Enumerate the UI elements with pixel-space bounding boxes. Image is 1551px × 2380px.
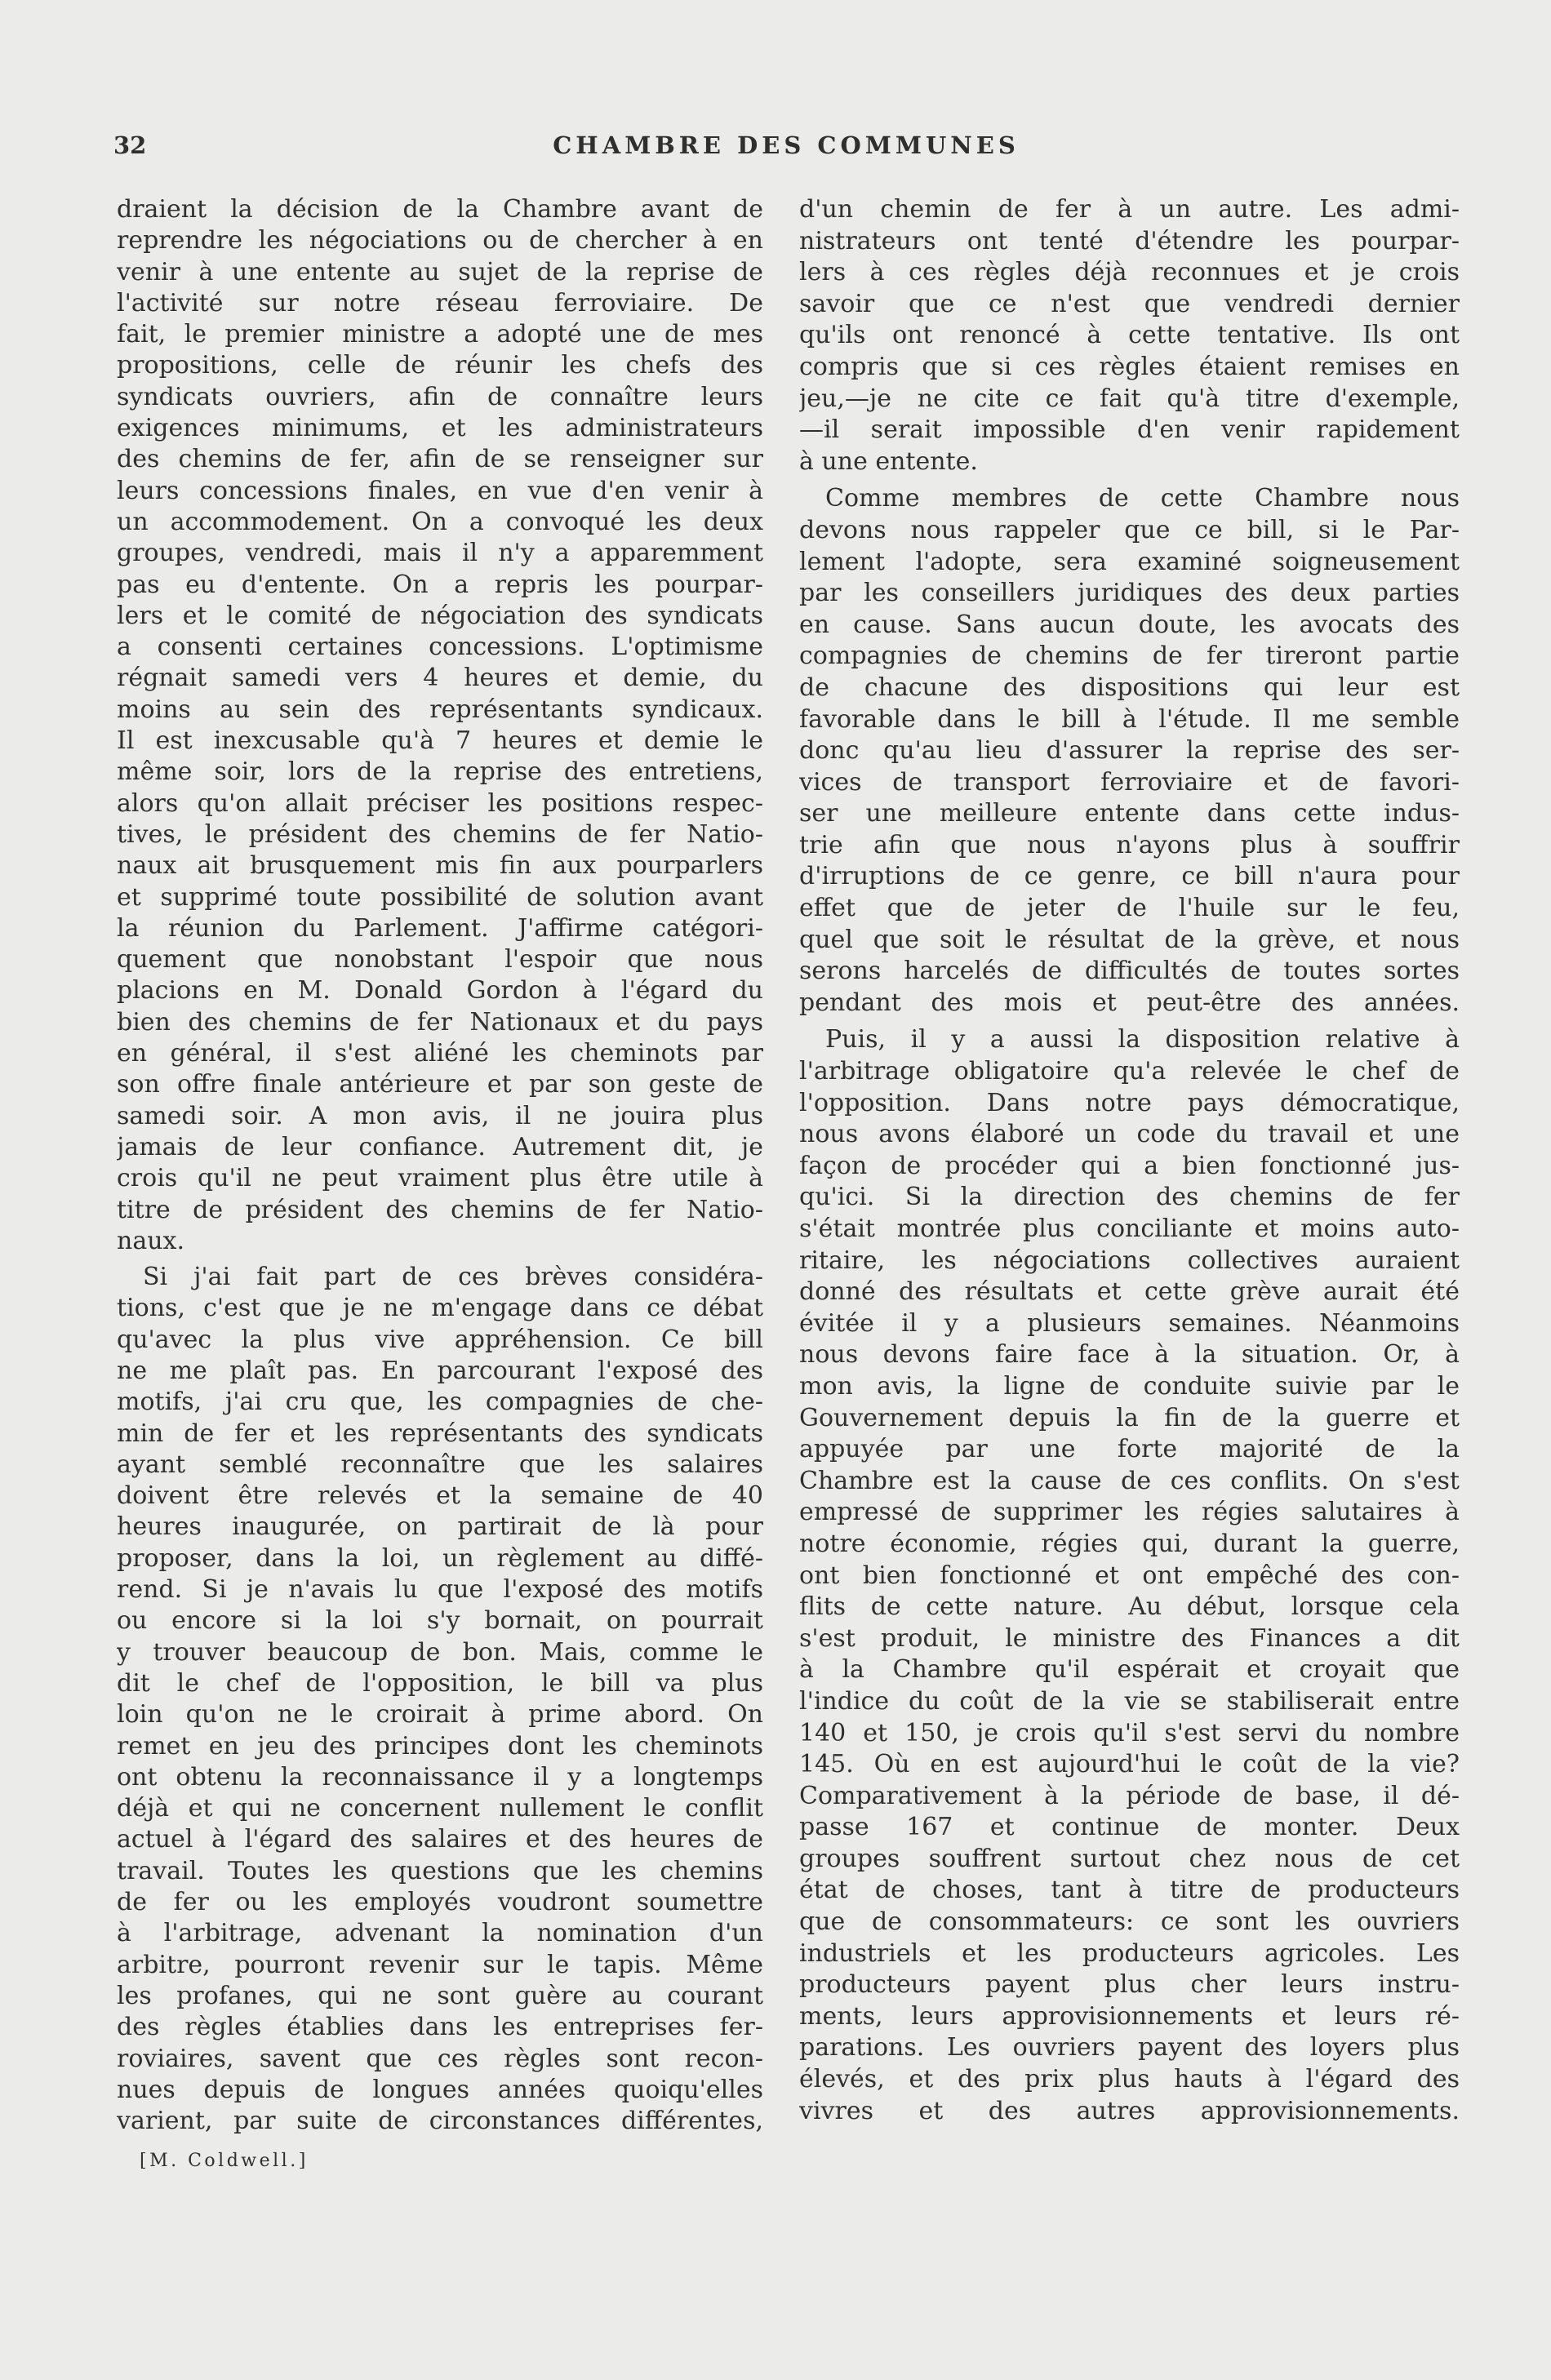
running-title: CHAMBRE DES COMMUNES — [553, 131, 1020, 159]
text-line: passe 167 et continue de monter. Deux — [799, 1813, 1460, 1842]
speaker-attribution: [M. Coldwell.] — [140, 2151, 309, 2171]
text-line: ritaire, les négociations collectives auraient — [799, 1246, 1460, 1275]
text-line: naux ait brusquement mis fin aux pourparlers — [117, 851, 763, 881]
text-line: heures inaugurée, on partirait de là pour — [117, 1512, 763, 1542]
text-line: mon avis, la ligne de conduite suivie par le — [799, 1371, 1460, 1401]
text-line: et supprimé toute possibilité de solution avant — [117, 882, 763, 912]
text-line: ou encore si la loi s'y bornait, on pourrait — [117, 1606, 763, 1636]
text-line: tives, le président des chemins de fer Natio- — [117, 819, 763, 849]
text-line: dit le chef de l'opposition, le bill va plus — [117, 1668, 763, 1698]
text-line: actuel à l'égard des salaires et des heures de — [117, 1825, 763, 1854]
text-line: rend. Si je n'avais lu que l'exposé des motifs — [117, 1575, 763, 1605]
text-line: serons harcelés de difficultés de toutes sortes — [799, 957, 1460, 986]
text-line: des règles établies dans les entreprises fer- — [117, 2013, 763, 2042]
text-line: industriels et les producteurs agricoles. Les — [799, 1938, 1460, 1968]
text-line: reprendre les négociations ou de chercher à en — [117, 226, 763, 255]
paragraph — [117, 1262, 763, 2137]
text-line: lers et le comité de négociation des syndicats — [117, 601, 763, 630]
text-line: que de consommateurs: ce sont les ouvriers — [799, 1907, 1460, 1937]
text-line: ont bien fonctionné et ont empêché des con- — [799, 1561, 1460, 1590]
text-line: producteurs payent plus cher leurs instru- — [799, 1970, 1460, 2000]
text-line: samedi soir. A mon avis, il ne jouira plus — [117, 1101, 763, 1130]
text-line: alors qu'on allait préciser les positions respec- — [117, 788, 763, 818]
text-line: l'arbitrage obligatoire qu'a relevée le chef de — [799, 1057, 1460, 1086]
page-number: 32 — [113, 131, 147, 159]
text-line: en général, il s'est aliéné les cheminots par — [117, 1039, 763, 1068]
text-line: Comme membres de cette Chambre nous — [825, 484, 1460, 513]
text-line: ser une meilleure entente dans cette indus- — [799, 799, 1460, 828]
text-line: a consenti certaines concessions. L'optimisme — [117, 633, 763, 662]
text-line: jamais de leur confiance. Autrement dit, je — [117, 1132, 763, 1161]
text-line: propositions, celle de réunir les chefs des — [117, 351, 763, 380]
text-line: Puis, il y a aussi la disposition relative à — [825, 1025, 1460, 1055]
text-line: pendant des mois et peut-être des années. — [799, 988, 1460, 1017]
text-line: élevés, et des prix plus hauts à l'égard des — [799, 2065, 1460, 2094]
text-line: syndicats ouvriers, afin de connaître leurs — [117, 382, 763, 411]
text-line: doivent être relevés et la semaine de 40 — [117, 1481, 763, 1511]
text-line: d'un chemin de fer à un autre. Les admi- — [799, 195, 1460, 224]
text-line: Comparativement à la période de base, il dé- — [799, 1781, 1460, 1810]
text-line: un accommodement. On a convoqué les deux — [117, 507, 763, 536]
text-line: parations. Les ouvriers payent des loyers plus — [799, 2033, 1460, 2063]
text-line: à la Chambre qu'il espérait et croyait que — [799, 1655, 1460, 1685]
text-line: savoir que ce n'est que vendredi dernier — [799, 289, 1460, 318]
text-line: en cause. Sans aucun doute, les avocats des — [799, 610, 1460, 639]
text-line: —il serait impossible d'en venir rapidement — [799, 415, 1460, 445]
text-line: jeu,—je ne cite ce fait qu'à titre d'exemple, — [799, 384, 1460, 413]
text-line: compagnies de chemins de fer tireront partie — [799, 642, 1460, 671]
text-line: motifs, j'ai cru que, les compagnies de che- — [117, 1388, 763, 1417]
text-line: l'activité sur notre réseau ferroviaire. De — [117, 288, 763, 317]
text-line: s'était montrée plus conciliante et moins auto- — [799, 1214, 1460, 1243]
paragraph — [799, 194, 1460, 477]
text-line: ne me plaît pas. En parcourant l'exposé des — [117, 1356, 763, 1385]
text-line: Chambre est la cause de ces conflits. On s'est — [799, 1466, 1460, 1495]
text-line: groupes, vendredi, mais il n'y a apparemment — [117, 539, 763, 568]
text-line: à l'arbitrage, advenant la nomination d'un — [117, 1919, 763, 1948]
text-line: à une entente. — [799, 446, 978, 476]
text-line: roviaires, savent que ces règles sont recon- — [117, 2044, 763, 2073]
text-line: 140 et 150, je crois qu'il s'est servi du nombre — [799, 1718, 1460, 1747]
text-line: Gouvernement depuis la fin de la guerre et — [799, 1403, 1460, 1432]
text-line: empressé de supprimer les régies salutaires à — [799, 1498, 1460, 1527]
text-line: déjà et qui ne concernent nullement le conflit — [117, 1794, 763, 1823]
text-line: venir à une entente au sujet de la reprise de — [117, 257, 763, 286]
text-line: arbitre, pourront revenir sur le tapis. Même — [117, 1950, 763, 1979]
text-line: min de fer et les représentants des syndicats — [117, 1419, 763, 1448]
text-line: vivres et des autres approvisionnements. — [799, 2096, 1460, 2125]
text-line: nistrateurs ont tenté d'étendre les pourpar- — [799, 226, 1460, 255]
text-line: crois qu'il ne peut vraiment plus être utile à — [117, 1164, 763, 1193]
text-line: naux. — [117, 1226, 184, 1255]
text-line: de chacune des dispositions qui leur est — [799, 673, 1460, 702]
text-line: proposer, dans la loi, un règlement au diffé- — [117, 1543, 763, 1573]
text-line: varient, par suite de circonstances différentes, — [117, 2107, 763, 2136]
text-line: les profanes, qui ne sont guère au courant — [117, 1981, 763, 2010]
text-line: de fer ou les employés voudront soumettre — [117, 1888, 763, 1917]
text-line: groupes souffrent surtout chez nous de cet — [799, 1844, 1460, 1873]
text-line: donné des résultats et cette grève aurait été — [799, 1277, 1460, 1307]
text-line: loin qu'on ne le croirait à prime abord. On — [117, 1700, 763, 1729]
text-line: effet que de jeter de l'huile sur le feu, — [799, 894, 1460, 923]
text-line: draient la décision de la Chambre avant de — [117, 195, 763, 224]
text-line: nues depuis de longues années quoiqu'elles — [117, 2075, 763, 2104]
text-line: lement l'adopte, sera examiné soigneusement — [799, 547, 1460, 576]
text-line: qu'avec la plus vive appréhension. Ce bill — [117, 1325, 763, 1354]
text-line: bien des chemins de fer Nationaux et du pays — [117, 1007, 763, 1037]
text-line: fait, le premier ministre a adopté une de mes — [117, 320, 763, 349]
text-line: ayant semblé reconnaître que les salaires — [117, 1450, 763, 1479]
text-line: évitée il y a plusieurs semaines. Néanmoins — [799, 1308, 1460, 1338]
text-line: nous devons faire face à la situation. Or, à — [799, 1340, 1460, 1370]
paragraph — [117, 194, 763, 1257]
left-column — [117, 194, 763, 2137]
text-line: régnait samedi vers 4 heures et demie, du — [117, 664, 763, 693]
text-line: état de choses, tant à titre de producteurs — [799, 1876, 1460, 1905]
text-line: Il est inexcusable qu'à 7 heures et demie le — [117, 726, 763, 756]
text-line: moins au sein des représentants syndicaux. — [117, 695, 763, 724]
text-line: même soir, lors de la reprise des entretiens, — [117, 757, 763, 787]
text-line: placions en M. Donald Gordon à l'égard du — [117, 976, 763, 1006]
text-line: trie afin que nous n'ayons plus à souffrir — [799, 830, 1460, 859]
paragraph — [799, 483, 1460, 1019]
text-line: compris que si ces règles étaient remises en — [799, 352, 1460, 381]
text-line: la réunion du Parlement. J'affirme catégori- — [117, 913, 763, 943]
right-column — [799, 194, 1460, 2127]
text-line: donc qu'au lieu d'assurer la reprise des ser- — [799, 736, 1460, 766]
text-line: tions, c'est que je ne m'engage dans ce débat — [117, 1294, 763, 1323]
text-line: façon de procéder qui a bien fonctionné jus- — [799, 1151, 1460, 1180]
text-line: remet en jeu des principes dont les cheminots — [117, 1731, 763, 1761]
text-line: quel que soit le résultat de la grève, et nous — [799, 925, 1460, 954]
text-line: des chemins de fer, afin de se renseigner sur — [117, 445, 763, 474]
text-line: par les conseillers juridiques des deux parties — [799, 579, 1460, 608]
text-line: pas eu d'entente. On a repris les pourpar- — [117, 570, 763, 599]
text-line: vices de transport ferroviaire et de favori- — [799, 767, 1460, 797]
text-line: d'irruptions de ce genre, ce bill n'aura pour — [799, 862, 1460, 891]
text-line: qu'ils ont renoncé à cette tentative. Ils ont — [799, 321, 1460, 350]
text-line: l'opposition. Dans notre pays démocratique, — [799, 1088, 1460, 1117]
text-line: nous avons élaboré un code du travail et une — [799, 1120, 1460, 1149]
text-line: Si j'ai fait part de ces brèves considéra- — [143, 1263, 763, 1292]
text-line: lers à ces règles déjà reconnues et je crois — [799, 258, 1460, 287]
text-line: exigences minimums, et les administrateurs — [117, 414, 763, 443]
text-line: notre économie, régies qui, durant la guerre, — [799, 1529, 1460, 1558]
text-line: son offre finale antérieure et par son geste de — [117, 1070, 763, 1099]
text-line: devons nous rappeler que ce bill, si le Par- — [799, 515, 1460, 544]
text-line: flits de cette nature. Au début, lorsque cela — [799, 1592, 1460, 1622]
text-line: appuyée par une forte majorité de la — [799, 1435, 1460, 1464]
text-line: 145. Où en est aujourd'hui le coût de la vie? — [799, 1750, 1460, 1779]
text-line: y trouver beaucoup de bon. Mais, comme le — [117, 1637, 763, 1667]
text-line: qu'ici. Si la direction des chemins de fer — [799, 1183, 1460, 1212]
text-line: travail. Toutes les questions que les chemins — [117, 1856, 763, 1885]
text-line: leurs concessions finales, en vue d'en venir à — [117, 476, 763, 505]
text-line: quement que nonobstant l'espoir que nous — [117, 945, 763, 975]
text-line: ont obtenu la reconnaissance il y a longtemps — [117, 1762, 763, 1792]
paragraph — [799, 1024, 1460, 2127]
text-line: ments, leurs approvisionnements et leurs ré- — [799, 2001, 1460, 2031]
text-line: s'est produit, le ministre des Finances a dit — [799, 1623, 1460, 1653]
text-line: titre de président des chemins de fer Natio- — [117, 1195, 763, 1224]
text-line: favorable dans le bill à l'étude. Il me semble — [799, 704, 1460, 734]
text-line: l'indice du coût de la vie se stabiliserait entre — [799, 1686, 1460, 1716]
